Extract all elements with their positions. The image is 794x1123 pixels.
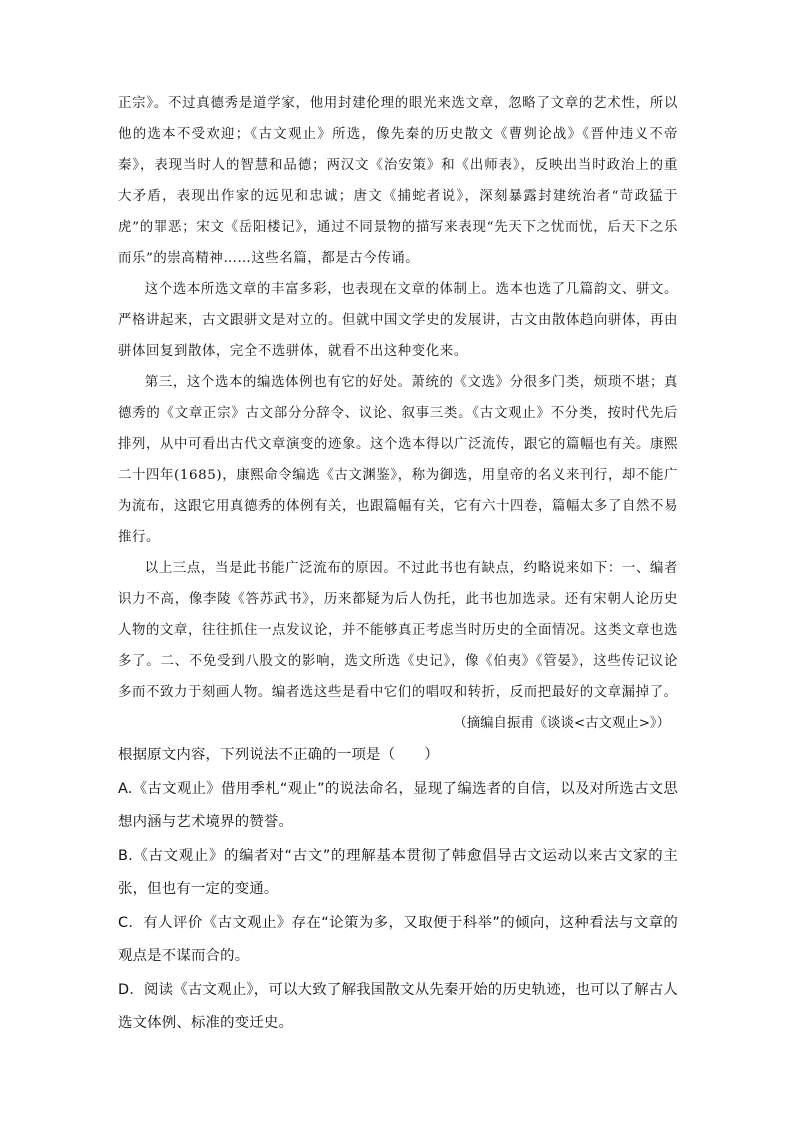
reading-passage — [118, 88, 678, 708]
passage-paragraph-3: 第三，这个选本的编选体例也有它的好处。萧统的《文选》分很多门类，烦琐不堪；真德秀的《文章正宗》古文部分分辞令、议论、叙事三类。《古文观止》不分类，按时代先后排列，从中可看出古代文章演变的迹象。这个选本得以广泛流传，跟它的篇幅也有关。康熙二十四年(1685)，康熙命令编选《古文渊鉴》，称为御选，用皇帝的名义来刊行，却不能广为流布，这跟它用真德秀的体例有关，也跟篇幅有关，它有六十四卷，篇幅太多了自然不易推行。 — [118, 375, 678, 545]
question-block — [118, 739, 678, 1041]
document-page — [118, 88, 678, 1041]
passage-paragraph-2: 这个选本所选文章的丰富多彩，也表现在文章的体制上。选本也选了几篇韵文、骈文。严格讲起来，古文跟骈文是对立的。但就中国文学史的发展讲，古文由散体趋向骈体，再由骈体回复到散体，完全不选骈体，就看不出这种变化来。 — [118, 282, 678, 359]
passage-paragraph-4: 以上三点，当是此书能广泛流布的原因。不过此书也有缺点，约略说来如下：一、编者识力不高，像李陵《答苏武书》，历来都疑为后人伪托，此书也加选录。还有宋朝人论历史人物的文章，往往抓住一点发议论，并不能够真正考虑当时历史的全面情况。这类文章也选多了。二、不免受到八股文的影响，选文所选《史记》，像《伯夷》《管晏》，这些传记议论多而不致力于刻画人物。编者选这些是看中它们的唱叹和转折，反而把最好的文章漏掉了。 — [118, 561, 678, 700]
option-a[interactable]: A.《古文观止》借用季札“观止”的说法命名，显现了编选者的自信，以及对所选古文思想内涵与艺术境界的赞誉。 — [118, 780, 678, 830]
option-c[interactable]: C．有人评价《古文观止》存在“论策为多，又取便于科举”的倾向，这种看法与文章的观点是不谋而合的。 — [118, 914, 678, 964]
question-stem: 根据原文内容，下列说法不正确的一项是（ ） — [118, 747, 439, 763]
option-b[interactable]: B.《古文观止》的编者对“古文”的理解基本贯彻了韩愈倡导古文运动以来古文家的主张，但也有一定的变通。 — [118, 847, 678, 897]
passage-paragraph-1: 正宗》。不过真德秀是道学家，他用封建伦理的眼光来选文章，忽略了文章的艺术性，所以他的选本不受欢迎；《古文观止》所选，像先秦的历史散文《曹刿论战》《晋仲违义不帝秦》，表现当时人的智慧和品德；两汉文《治安策》和《出师表》，反映出当时政治上的重大矛盾，表现出作家的远见和忠诚；唐文《捕蛇者说》，深刻暴露封建统治者“苛政猛于虎”的罪恶；宋文《岳阳楼记》，通过不同景物的描写来表现“先天下之忧而忧，后天下之乐而乐”的崇高精神……这些名篇，都是古今传诵。 — [118, 96, 678, 266]
option-d[interactable]: D．阅读《古文观止》，可以大致了解我国散文从先秦开始的历史轨迹，也可以了解古人选文体例、标准的变迁史。 — [118, 981, 678, 1031]
passage-source: （摘编自振甫《谈谈<古文观止>》） — [453, 716, 670, 731]
